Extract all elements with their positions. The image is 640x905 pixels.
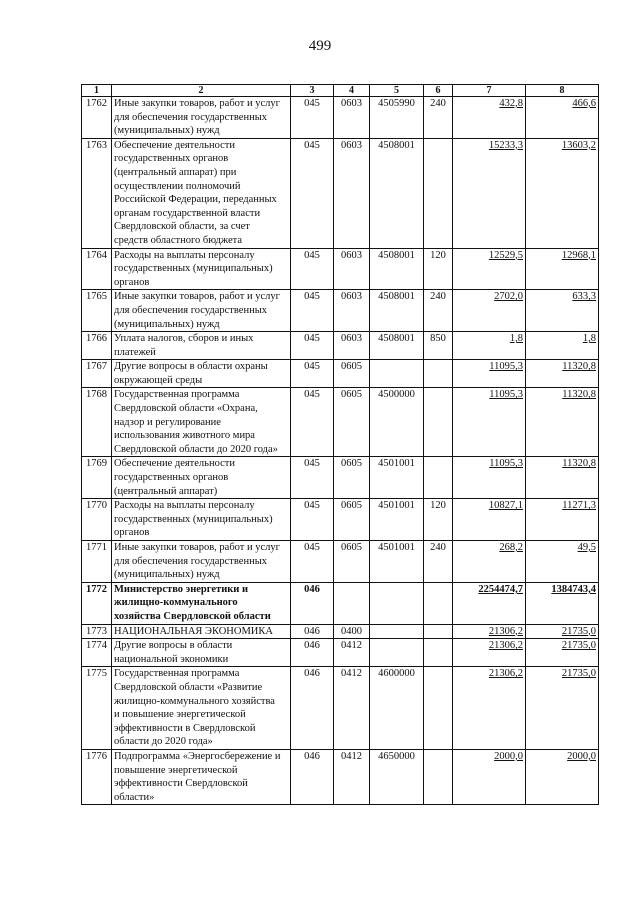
code-target: 4501001 xyxy=(370,457,424,499)
row-name: Уплата налогов, сборов и иных платежей xyxy=(112,332,291,360)
table-row xyxy=(82,582,599,624)
table-row xyxy=(82,624,599,639)
amount-year-2 xyxy=(526,332,599,360)
amount-year-1-value: 2000,0 xyxy=(494,750,523,762)
amount-year-2 xyxy=(526,624,599,639)
amount-year-2 xyxy=(526,457,599,499)
amount-year-1 xyxy=(453,749,526,804)
table-row xyxy=(82,541,599,583)
amount-year-1-value: 432,8 xyxy=(499,98,523,109)
table-row xyxy=(82,360,599,388)
row-name: Обеспечение деятельности государственных органов (центральный аппарат) xyxy=(112,457,291,499)
amount-year-2 xyxy=(526,97,599,139)
code-section: 0412 xyxy=(334,749,370,804)
code-target: 4508001 xyxy=(370,332,424,360)
amount-year-1 xyxy=(453,624,526,639)
code-admin: 046 xyxy=(291,624,334,639)
amount-year-1 xyxy=(453,360,526,388)
amount-year-1-value: 12529,5 xyxy=(488,249,523,261)
table-row xyxy=(82,332,599,360)
code-target: 4508001 xyxy=(370,290,424,332)
code-admin: 045 xyxy=(291,290,334,332)
amount-year-1 xyxy=(453,582,526,624)
amount-year-2 xyxy=(526,499,599,541)
row-name: Министерство энергетики и жилищно-коммунального хозяйства Свердловской области xyxy=(112,582,291,624)
code-section: 0603 xyxy=(334,248,370,290)
amount-year-2-value: 1384743,4 xyxy=(551,583,596,595)
table-row xyxy=(82,499,599,541)
code-admin: 045 xyxy=(291,499,334,541)
amount-year-1-value: 11095,3 xyxy=(489,458,523,470)
code-section: 0603 xyxy=(334,332,370,360)
code-target xyxy=(370,360,424,388)
amount-year-1 xyxy=(453,248,526,290)
code-expense-type: 240 xyxy=(424,541,453,583)
amount-year-2-value: 11320,8 xyxy=(562,389,596,401)
column-header: 8 xyxy=(526,85,599,97)
code-expense-type: 120 xyxy=(424,499,453,541)
code-section: 0605 xyxy=(334,499,370,541)
amount-year-1-value: 21306,2 xyxy=(488,640,523,652)
code-section: 0605 xyxy=(334,360,370,388)
row-name: Другие вопросы в области охраны окружающей среды xyxy=(112,360,291,388)
code-section: 0605 xyxy=(334,388,370,457)
code-admin: 045 xyxy=(291,388,334,457)
code-section xyxy=(334,582,370,624)
code-admin: 046 xyxy=(291,639,334,667)
code-section: 0603 xyxy=(334,290,370,332)
code-target: 4500000 xyxy=(370,388,424,457)
row-number: 1769 xyxy=(82,457,112,499)
code-target xyxy=(370,582,424,624)
row-name: Другие вопросы в области национальной экономики xyxy=(112,639,291,667)
code-section: 0412 xyxy=(334,639,370,667)
row-name: Иные закупки товаров, работ и услуг для обеспечения государственных (муниципальных) нужд xyxy=(112,97,291,139)
code-admin: 046 xyxy=(291,582,334,624)
row-number: 1775 xyxy=(82,667,112,750)
amount-year-1 xyxy=(453,290,526,332)
amount-year-2 xyxy=(526,138,599,248)
column-header: 5 xyxy=(370,85,424,97)
row-number: 1770 xyxy=(82,499,112,541)
row-number: 1764 xyxy=(82,248,112,290)
amount-year-1 xyxy=(453,138,526,248)
code-target: 4501001 xyxy=(370,499,424,541)
code-target: 4600000 xyxy=(370,667,424,750)
row-name: Иные закупки товаров, работ и услуг для обеспечения государственных (муниципальных) нужд xyxy=(112,541,291,583)
page-number: 499 xyxy=(308,38,332,54)
code-section: 0400 xyxy=(334,624,370,639)
table-row xyxy=(82,388,599,457)
code-expense-type: 850 xyxy=(424,332,453,360)
amount-year-1 xyxy=(453,667,526,750)
amount-year-1 xyxy=(453,388,526,457)
row-name: Государственная программа Свердловской области «Развитие жилищно-коммунального хозяйства и повышение энергетической эффективности в Свердловской области до 2020 года» xyxy=(112,667,291,750)
amount-year-1-value: 15233,3 xyxy=(488,139,523,151)
amount-year-2 xyxy=(526,639,599,667)
code-expense-type xyxy=(424,749,453,804)
amount-year-1-value: 1,8 xyxy=(509,333,523,345)
code-admin: 045 xyxy=(291,541,334,583)
row-number: 1776 xyxy=(82,749,112,804)
code-section: 0603 xyxy=(334,138,370,248)
code-expense-type xyxy=(424,138,453,248)
code-section: 0603 xyxy=(334,97,370,139)
code-expense-type xyxy=(424,388,453,457)
code-admin: 045 xyxy=(291,97,334,139)
code-expense-type xyxy=(424,582,453,624)
code-admin: 045 xyxy=(291,138,334,248)
row-name: Государственная программа Свердловской области «Охрана, надзор и регулирование использования животного мира Свердловской области до 2020 года» xyxy=(112,388,291,457)
row-name: НАЦИОНАЛЬНАЯ ЭКОНОМИКА xyxy=(112,624,291,639)
amount-year-1-value: 21306,2 xyxy=(488,668,523,680)
amount-year-2 xyxy=(526,667,599,750)
amount-year-1-value: 21306,2 xyxy=(488,625,523,637)
column-header: 7 xyxy=(453,85,526,97)
table-row xyxy=(82,97,599,139)
amount-year-1 xyxy=(453,97,526,139)
code-expense-type xyxy=(424,667,453,750)
amount-year-2-value: 11320,8 xyxy=(562,361,596,373)
code-target xyxy=(370,624,424,639)
row-number: 1762 xyxy=(82,97,112,139)
code-admin: 046 xyxy=(291,667,334,750)
code-target: 4650000 xyxy=(370,749,424,804)
table-row xyxy=(82,667,599,750)
table-row xyxy=(82,457,599,499)
code-admin: 045 xyxy=(291,360,334,388)
amount-year-1 xyxy=(453,499,526,541)
amount-year-1-value: 11095,3 xyxy=(489,389,523,401)
code-expense-type xyxy=(424,360,453,388)
column-header: 3 xyxy=(291,85,334,97)
amount-year-2-value: 11271,3 xyxy=(562,500,596,512)
amount-year-2-value: 633,3 xyxy=(572,291,596,303)
row-number: 1763 xyxy=(82,138,112,248)
amount-year-2 xyxy=(526,541,599,583)
column-header: 4 xyxy=(334,85,370,97)
row-number: 1773 xyxy=(82,624,112,639)
table-row xyxy=(82,290,599,332)
table-row xyxy=(82,639,599,667)
code-target: 4508001 xyxy=(370,138,424,248)
amount-year-2-value: 21735,0 xyxy=(561,625,596,637)
code-admin: 046 xyxy=(291,749,334,804)
row-number: 1768 xyxy=(82,388,112,457)
code-expense-type xyxy=(424,457,453,499)
table-body xyxy=(82,97,599,805)
row-name: Подпрограмма «Энергосбережение и повышение энергетической эффективности Свердловской области» xyxy=(112,749,291,804)
code-section: 0605 xyxy=(334,457,370,499)
row-name: Расходы на выплаты персоналу государственных (муниципальных) органов xyxy=(112,248,291,290)
amount-year-1-value: 2254474,7 xyxy=(478,583,523,595)
code-target: 4505990 xyxy=(370,97,424,139)
code-expense-type: 240 xyxy=(424,290,453,332)
amount-year-2 xyxy=(526,360,599,388)
amount-year-1 xyxy=(453,639,526,667)
amount-year-2-value: 466,6 xyxy=(572,98,596,109)
amount-year-2-value: 21735,0 xyxy=(561,668,596,680)
amount-year-2-value: 12968,1 xyxy=(561,249,596,261)
column-header: 1 xyxy=(82,85,112,97)
code-admin: 045 xyxy=(291,332,334,360)
code-admin: 045 xyxy=(291,457,334,499)
row-name: Иные закупки товаров, работ и услуг для обеспечения государственных (муниципальных) нужд xyxy=(112,290,291,332)
amount-year-2-value: 1,8 xyxy=(582,333,596,345)
code-target: 4508001 xyxy=(370,248,424,290)
amount-year-2 xyxy=(526,248,599,290)
code-target: 4501001 xyxy=(370,541,424,583)
code-target xyxy=(370,639,424,667)
column-header: 2 xyxy=(112,85,291,97)
row-number: 1774 xyxy=(82,639,112,667)
amount-year-1-value: 268,2 xyxy=(499,542,523,553)
amount-year-1-value: 11095,3 xyxy=(489,361,523,373)
amount-year-1-value: 10827,1 xyxy=(488,500,523,512)
row-number: 1771 xyxy=(82,541,112,583)
row-number: 1765 xyxy=(82,290,112,332)
amount-year-1 xyxy=(453,457,526,499)
row-name: Расходы на выплаты персоналу государственных (муниципальных) органов xyxy=(112,499,291,541)
amount-year-1-value: 2702,0 xyxy=(494,291,523,303)
amount-year-2-value: 13603,2 xyxy=(561,139,596,151)
row-name: Обеспечение деятельности государственных органов (центральный аппарат) при осуществлении полномочий Российской Федерации, переданных органам государственной власти Свердловской области, за счет средств областного бюджета xyxy=(112,138,291,248)
code-expense-type: 120 xyxy=(424,248,453,290)
amount-year-2-value: 2000,0 xyxy=(567,750,596,762)
code-expense-type xyxy=(424,639,453,667)
row-number: 1767 xyxy=(82,360,112,388)
amount-year-2 xyxy=(526,290,599,332)
table-row xyxy=(82,138,599,248)
amount-year-2 xyxy=(526,388,599,457)
amount-year-1 xyxy=(453,332,526,360)
table-row xyxy=(82,248,599,290)
column-header: 6 xyxy=(424,85,453,97)
code-section: 0412 xyxy=(334,667,370,750)
amount-year-1 xyxy=(453,541,526,583)
amount-year-2-value: 49,5 xyxy=(577,542,596,553)
amount-year-2-value: 11320,8 xyxy=(562,458,596,470)
amount-year-2 xyxy=(526,582,599,624)
header-row xyxy=(82,85,599,97)
code-expense-type xyxy=(424,624,453,639)
code-section: 0605 xyxy=(334,541,370,583)
budget-table xyxy=(81,84,599,805)
table-row xyxy=(82,749,599,804)
amount-year-2 xyxy=(526,749,599,804)
code-expense-type: 240 xyxy=(424,97,453,139)
row-number: 1772 xyxy=(82,582,112,624)
code-admin: 045 xyxy=(291,248,334,290)
row-number: 1766 xyxy=(82,332,112,360)
amount-year-2-value: 21735,0 xyxy=(561,640,596,652)
